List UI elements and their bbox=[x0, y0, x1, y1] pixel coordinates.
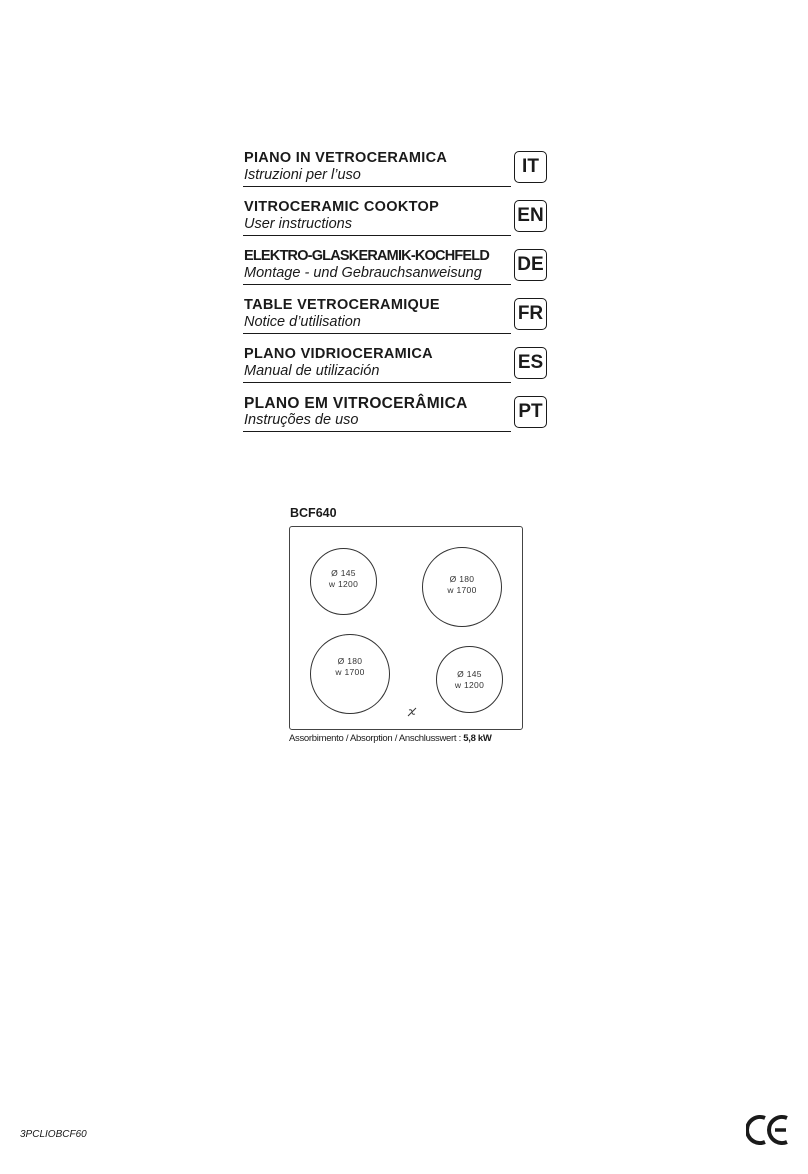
language-subtitle: Instruções de uso bbox=[244, 412, 359, 428]
language-block-pt bbox=[243, 395, 548, 437]
divider bbox=[243, 333, 511, 334]
power-absorption-note bbox=[289, 733, 492, 744]
zone-power: w 1200 bbox=[454, 679, 485, 690]
divider bbox=[243, 382, 511, 383]
language-code-badge: ES bbox=[514, 347, 547, 379]
language-title: VITROCERAMIC COOKTOP bbox=[244, 199, 440, 215]
zone-power: w 1700 bbox=[447, 585, 477, 595]
language-title: PLANO VIDRIOCERAMICA bbox=[244, 346, 433, 362]
language-title: PLANO EM VITROCERÂMICA bbox=[244, 395, 468, 412]
language-title: ELEKTRO-GLASKERAMIK-KOCHFELD bbox=[244, 248, 490, 264]
language-subtitle: Montage - und Gebrauchsanweisung bbox=[244, 265, 482, 281]
language-subtitle: Manual de utilización bbox=[244, 363, 380, 379]
cooking-zone bbox=[310, 634, 390, 714]
document-code: 3PCLIOBCF60 bbox=[20, 1129, 87, 1140]
language-subtitle: Notice d’utilisation bbox=[244, 314, 361, 330]
divider bbox=[243, 235, 511, 236]
zone-power: w 1200 bbox=[328, 578, 359, 589]
zone-diameter: Ø 180 bbox=[337, 656, 363, 666]
divider bbox=[243, 186, 511, 187]
ce-mark-icon bbox=[746, 1113, 790, 1147]
language-subtitle: Istruzioni per l’uso bbox=[244, 167, 361, 183]
language-block-de bbox=[243, 248, 548, 290]
language-code-badge: EN bbox=[514, 200, 547, 232]
cooking-zone bbox=[422, 547, 502, 627]
language-code-badge: IT bbox=[514, 151, 547, 183]
language-block-fr bbox=[243, 297, 548, 339]
zone-power: w 1700 bbox=[335, 667, 365, 677]
hot-surface-icon bbox=[406, 706, 418, 718]
language-title: TABLE VETROCERAMIQUE bbox=[244, 297, 440, 313]
language-title: PIANO IN VETROCERAMICA bbox=[244, 150, 448, 166]
language-code-badge: DE bbox=[514, 249, 547, 281]
cooking-zone bbox=[436, 646, 503, 713]
zone-diameter: Ø 180 bbox=[449, 574, 475, 584]
language-code-badge: FR bbox=[514, 298, 547, 330]
language-block-it bbox=[243, 150, 548, 192]
cooktop-diagram bbox=[289, 526, 523, 730]
language-subtitle: User instructions bbox=[244, 216, 352, 232]
model-label: BCF640 bbox=[290, 506, 337, 520]
divider bbox=[243, 284, 511, 285]
absorption-label: Assorbimento / Absorption / Anschlusswert : bbox=[289, 733, 464, 744]
cooking-zone bbox=[310, 548, 377, 615]
language-block-es bbox=[243, 346, 548, 388]
zone-diameter: Ø 145 bbox=[331, 567, 356, 578]
divider bbox=[243, 431, 511, 432]
language-block-en bbox=[243, 199, 548, 241]
language-code-badge: PT bbox=[514, 396, 547, 428]
absorption-value: 5,8 kW bbox=[463, 733, 492, 744]
zone-diameter: Ø 145 bbox=[457, 668, 482, 679]
